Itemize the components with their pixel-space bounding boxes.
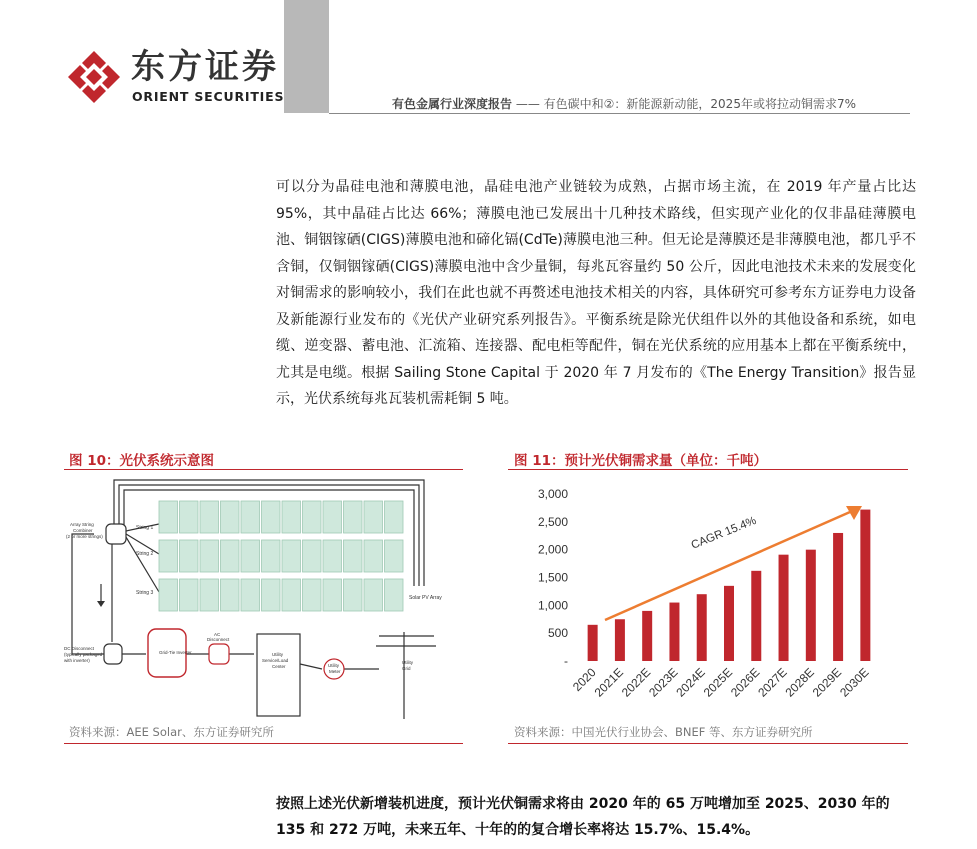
string2-label: String 2 (136, 551, 154, 557)
figure10-source: 资料来源：AEE Solar、东方证券研究所 (69, 725, 274, 739)
header-gray-bar (284, 0, 329, 113)
bar-2022E (642, 611, 652, 661)
pv-cell (303, 540, 322, 572)
pv-cell (221, 540, 240, 572)
utility-service-load-center (257, 634, 300, 716)
pv-cell (241, 579, 260, 611)
figure11-bottom-rule (508, 743, 908, 744)
combiner-label-3: (2 or more strings) (66, 534, 103, 539)
x-tick-label: 2020 (569, 665, 599, 695)
x-tick-label: 2027E (755, 665, 790, 700)
pv-cell (303, 501, 322, 533)
inverter-label: Grid-Tie Inverter (159, 650, 192, 655)
x-tick-label: 2028E (782, 665, 817, 700)
pv-cell (344, 501, 363, 533)
y-tick-label: 1,500 (537, 570, 568, 585)
pv-cell (180, 579, 199, 611)
body-paragraph: 可以分为晶硅电池和薄膜电池，晶硅电池产业链较为成熟，占据市场主流，在 2019 年产量占比达 95%，其中晶硅占比达 66%；薄膜电池已发展出十几种技术路线，但实现产业化的仅非晶硅薄膜电池、铜铟镓硒(CIGS)薄膜电池和碲化镉(CdTe)薄膜电池三种。但无论是薄膜还是非薄膜电池，都几乎不含铜，仅铜铟镓硒(CIGS)薄膜电池中含少量铜，每兆瓦容量约 50 公斤，因此电池技术未来的发展变化对铜需求的影响较小，我们在此也就不再赘述电池技术相关的内容，具体研究可参考东方证券电力设备及新能源行业发布的《光伏产业研究系列报告》。平衡系统是除光伏组件以外的其他设备和系统，如电缆、逆变器、蓄电池、汇流箱、连接器、配电柜等配件，铜在光伏系统的应用基本上都在平衡系统中，尤其是电缆。根据 Sailing Stone Capital 于 2020 年 7 月发布的《The Energy Transition》报告显示，光伏系统每兆瓦装机需耗铜 5 吨。 (276, 179, 916, 407)
combiner-label-2: Combiner (73, 528, 93, 533)
pv-cell (241, 501, 260, 533)
copper-demand-chart (508, 474, 908, 724)
service-label-3: Center (272, 664, 286, 669)
bar-2028E (806, 550, 816, 661)
y-tick-label: - (564, 654, 568, 668)
report-category: 有色金属行业深度报告 (392, 97, 513, 111)
figure11-source: 资料来源：中国光伏行业协会、BNEF 等、东方证券研究所 (514, 725, 813, 739)
x-tick-label: 2026E (727, 665, 763, 700)
report-subtitle: —— 有色碳中和②：新能源新动能，2025年或将拉动铜需求7% (515, 97, 856, 111)
pv-cell (159, 540, 178, 572)
pv-cell (262, 501, 281, 533)
x-tick-label: 2025E (700, 665, 736, 700)
x-tick-label: 2022E (618, 665, 654, 700)
header-divider (329, 113, 910, 114)
figure11-top-rule (508, 469, 908, 470)
y-tick-label: 2,500 (537, 514, 568, 529)
dc-label-2: (typically packaged (64, 652, 103, 657)
grid-label-1: Utility (402, 660, 413, 665)
orient-logo-icon (66, 49, 122, 105)
service-label-2: Service/Load (262, 658, 289, 663)
pv-cell (364, 501, 383, 533)
y-tick-label: 1,000 (537, 598, 568, 613)
bar-2030E (860, 510, 870, 661)
pv-cell (282, 579, 301, 611)
pv-cell (344, 579, 363, 611)
bar-2027E (779, 555, 789, 661)
pv-cell (323, 501, 342, 533)
pv-cell (221, 501, 240, 533)
figure10-top-rule (64, 469, 463, 470)
y-tick-label: 3,000 (537, 487, 568, 501)
dc-disconnect (104, 644, 122, 664)
pv-system-diagram (64, 474, 464, 724)
y-tick-label: 2,000 (537, 542, 568, 557)
pv-cell (385, 501, 404, 533)
x-tick-label: 2030E (837, 665, 872, 700)
bar-2020 (588, 625, 598, 661)
pv-cell (385, 540, 404, 572)
pv-cell (180, 540, 199, 572)
pv-cell (385, 579, 404, 611)
brand-name-en: ORIENT SECURITIES (132, 89, 285, 104)
pv-cell (200, 501, 219, 533)
brand-name-cn: 东方证券 (131, 47, 279, 87)
x-tick-label: 2024E (673, 665, 708, 700)
ac-disconnect (209, 644, 229, 664)
array-label: Solar PV Array (409, 595, 442, 601)
report-header (392, 95, 856, 112)
dc-label-1: DC Disconnect (64, 646, 95, 651)
bar-2026E (751, 571, 761, 661)
figure10-title: 图 10：光伏系统示意图 (69, 453, 214, 469)
solar-pv-array (159, 501, 403, 611)
pv-cell (241, 540, 260, 572)
string3-label: String 3 (136, 590, 154, 596)
pv-cell (221, 579, 240, 611)
y-tick-label: 500 (547, 626, 568, 641)
pv-cell (282, 540, 301, 572)
pv-cell (180, 501, 199, 533)
x-tick-label: 2023E (646, 665, 681, 700)
cagr-annotation: CAGR 15.4% (689, 514, 759, 552)
figure10-bottom-rule (64, 743, 463, 744)
bar-2023E (669, 603, 679, 661)
string1-label: String 1 (136, 525, 154, 531)
bar-2021E (615, 619, 625, 661)
array-string-combiner (106, 524, 126, 544)
figure11-title: 图 11：预计光伏铜需求量（单位：千吨） (514, 453, 767, 469)
conclusion-paragraph: 按照上述光伏新增装机进度，预计光伏铜需求将由 2020 年的 65 万吨增加至 2025、2030 年的 135 和 272 万吨，未来五年、十年的的复合增长率将达 15.7%、15.4%。 (276, 796, 890, 838)
ac-label-2: Disconnect (207, 637, 230, 642)
pv-cell (364, 540, 383, 572)
x-tick-label: 2029E (809, 665, 845, 700)
service-label-1: Utility (272, 652, 283, 657)
pv-cell (200, 579, 219, 611)
meter-label-1: Utility (328, 663, 339, 668)
grid-label-2: Grid (402, 666, 411, 671)
pv-cell (200, 540, 219, 572)
bar-2024E (697, 594, 707, 661)
pv-cell (282, 501, 301, 533)
pv-cell (364, 579, 383, 611)
pv-cell (262, 579, 281, 611)
pv-cell (262, 540, 281, 572)
ac-label-1: AC (214, 632, 221, 637)
pv-cell (323, 579, 342, 611)
pv-cell (159, 501, 178, 533)
x-tick-label: 2021E (591, 665, 627, 700)
pv-cell (303, 579, 322, 611)
pv-cell (344, 540, 363, 572)
bar-2025E (724, 586, 734, 661)
pv-cell (323, 540, 342, 572)
dc-label-3: with inverter) (64, 658, 90, 663)
combiner-label-1: Array String (70, 522, 94, 527)
pv-cell (159, 579, 178, 611)
meter-label-2: Meter (329, 669, 341, 674)
bar-2029E (833, 533, 843, 661)
